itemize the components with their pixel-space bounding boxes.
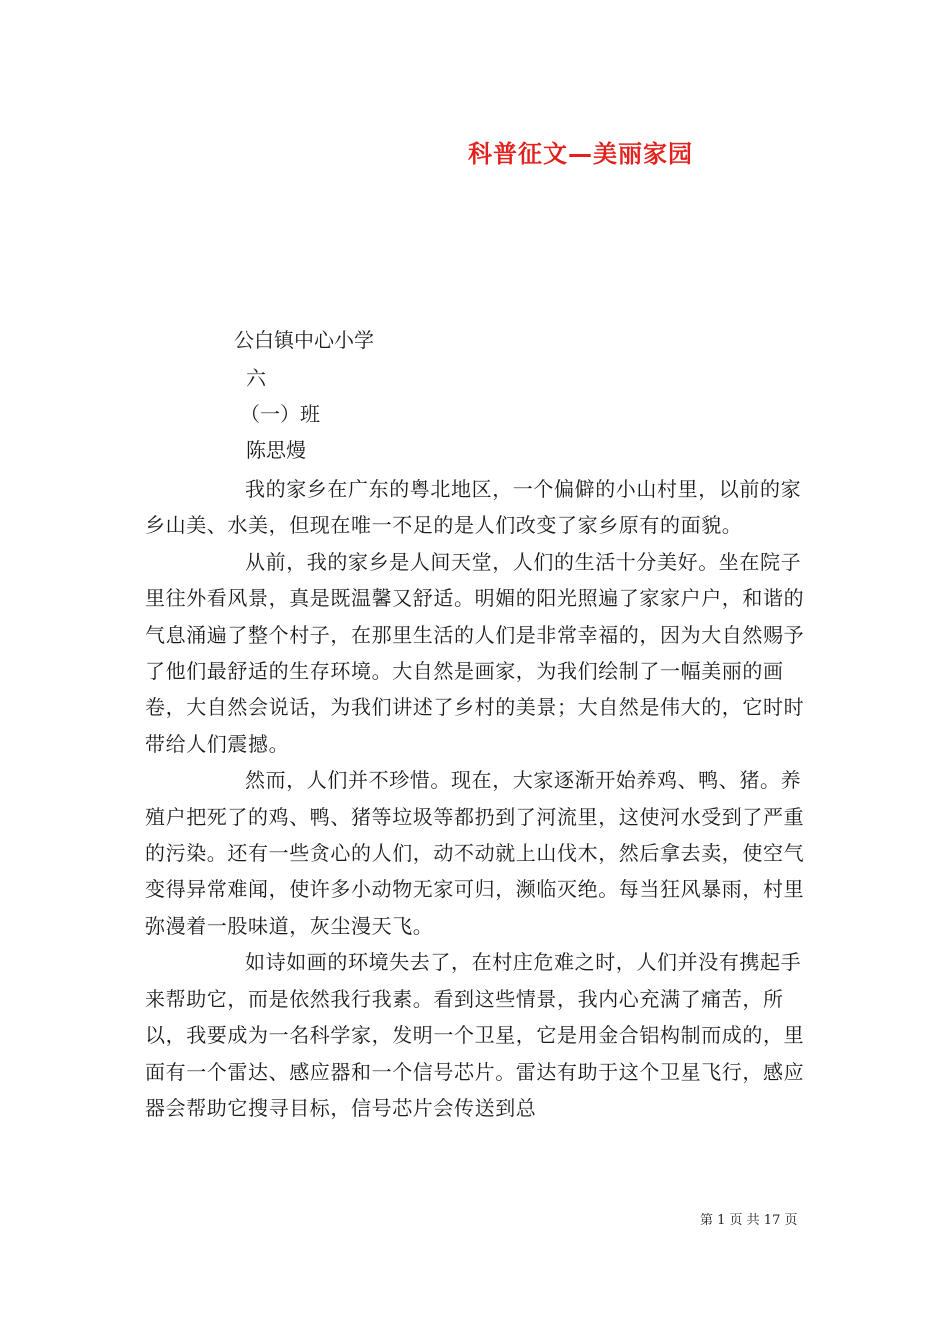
grade-label: 六 [246, 366, 266, 390]
author-name: 陈思熳 [246, 438, 306, 462]
paragraph: 我的家乡在广东的粤北地区，一个偏僻的小山村里，以前的家乡山美、水美，但现在唯一不足的是人们改变了家乡原有的面貌。 [145, 477, 802, 538]
paragraph: 如诗如画的环境失去了，在村庄危难之时，人们并没有携起手来帮助它，而是依然我行我素。看到这些情景，我内心充满了痛苦，所以，我要成为一名科学家，发明一个卫星，它是用金合铝构制而成的，里面有一个雷达、感应器和一个信号芯片。雷达有助于这个卫星飞行，感应器会帮助它搜寻目标，信号芯片会传送到总 [145, 950, 805, 1120]
essay-body [145, 471, 815, 1126]
school-name: 公白镇中心小学 [234, 328, 374, 352]
class-label: （一）班 [240, 402, 320, 426]
paragraph: 然而，人们并不珍惜。现在，大家逐渐开始养鸡、鸭、猪。养殖户把死了的鸡、鸭、猪等垃圾等都扔到了河流里，这使河水受到了严重的污染。还有一些贪心的人们，动不动就上山伐木，然后拿去卖，使空气变得异常难闻，使许多小动物无家可归，濒临灭绝。每当狂风暴雨，村里弥漫着一股味道，灰尘漫天飞。 [145, 768, 805, 938]
paragraph: 从前，我的家乡是人间天堂，人们的生活十分美好。坐在院子里往外看风景，真是既温馨又舒适。明媚的阳光照遍了家家户户，和谐的气息涌遍了整个村子，在那里生活的人们是非常幸福的，因为大自然赐予了他们最舒适的生存环境。大自然是画家，为我们绘制了一幅美丽的画卷，大自然会说话，为我们讲述了乡村的美景；大自然是伟大的，它时时带给人们震撼。 [145, 549, 805, 756]
document-title: 科普征文—美丽家园 [468, 140, 693, 168]
page-number: 第 1 页 共 17 页 [700, 1213, 798, 1228]
